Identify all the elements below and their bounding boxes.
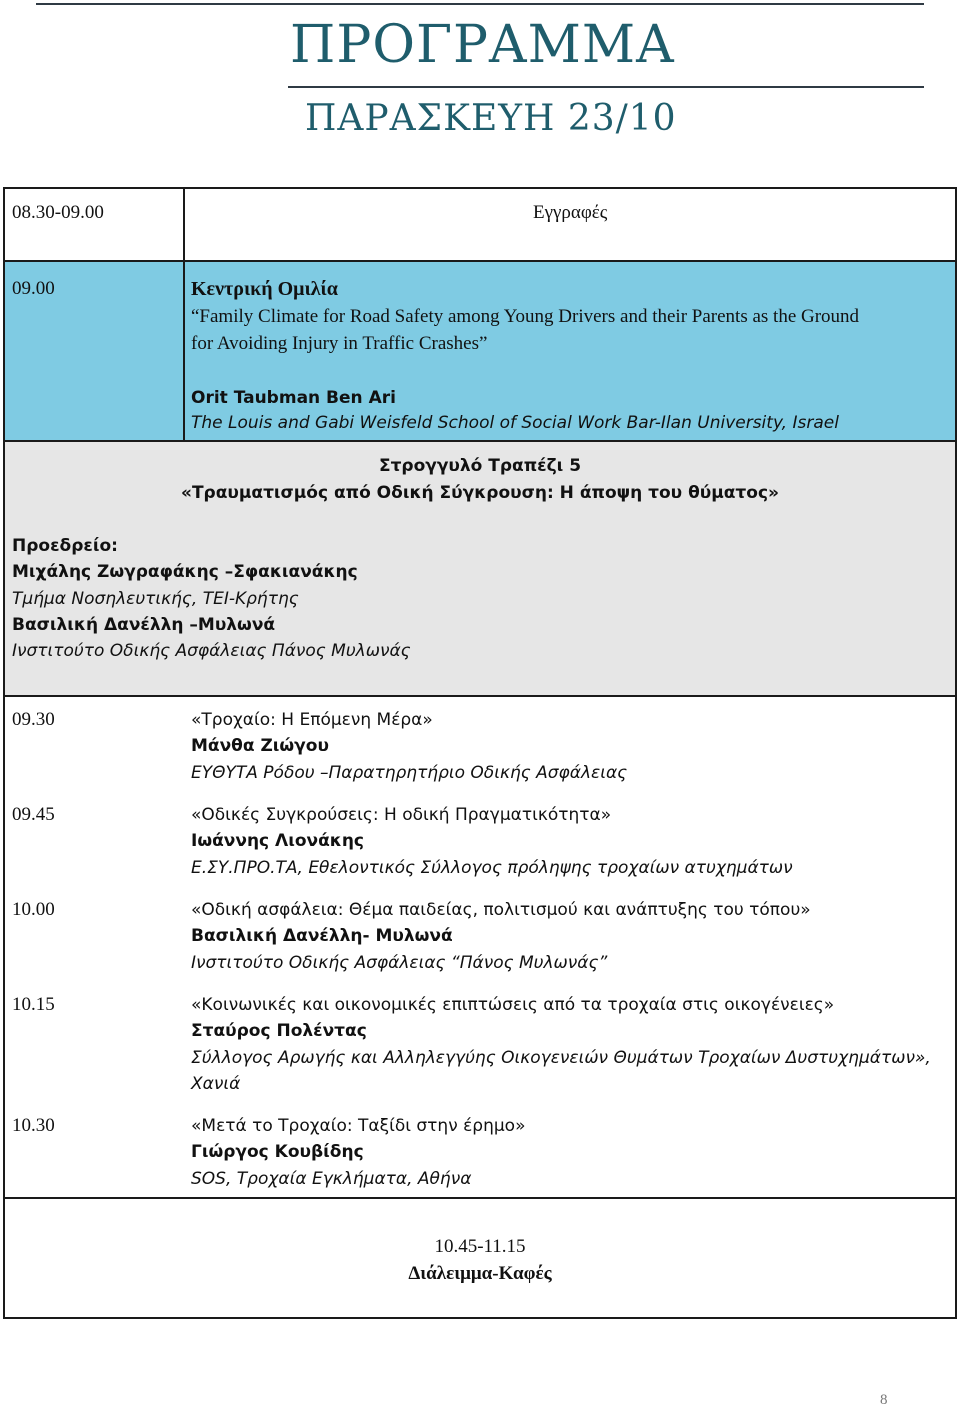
talk-title: «Μετά το Τροχαίο: Ταξίδι στην έρημο» bbox=[191, 1116, 526, 1136]
talk-speaker: Μάνθα Ζιώγου bbox=[191, 736, 329, 756]
talk-affiliation: ΕΥΘΥΤΑ Ρόδου –Παρατηρητήριο Οδικής Ασφάλειας bbox=[191, 763, 628, 783]
talk-speaker: Βασιλική Δανέλλη- Μυλωνά bbox=[191, 926, 453, 946]
keynote-time: 09.00 bbox=[12, 278, 55, 299]
keynote-speaker: Orit Taubman Ben Ari bbox=[191, 388, 396, 408]
chair-label: Προεδρείο: bbox=[12, 536, 118, 556]
talk-title: «Τροχαίο: Η Επόμενη Μέρα» bbox=[191, 710, 433, 730]
talk-affiliation: SOS, Τροχαία Εγκλήματα, Αθήνα bbox=[191, 1169, 472, 1189]
chair2-affiliation: Ινστιτούτο Οδικής Ασφάλειας Πάνος Μυλωνάς bbox=[12, 641, 411, 661]
talk-title: «Οδική ασφάλεια: Θέμα παιδείας, πολιτισμού και ανάπτυξης του τόπου» bbox=[191, 900, 811, 920]
talk-speaker: Ιωάννης Λιονάκης bbox=[191, 831, 365, 851]
chair1-name: Μιχάλης Ζωγραφάκης –Σφακιανάκης bbox=[12, 562, 358, 582]
registration-label: Εγγραφές bbox=[533, 202, 608, 223]
page-number: 8 bbox=[880, 1392, 888, 1408]
keynote-affiliation: The Louis and Gabi Weisfeld School of Social Work Bar-Ilan University, Israel bbox=[191, 413, 839, 433]
talk-time: 09.30 bbox=[12, 709, 55, 730]
page-title: ΠΡΟΓΡΑΜΜΑ bbox=[290, 15, 675, 75]
talk-time: 10.15 bbox=[12, 994, 55, 1015]
talk-time: 10.00 bbox=[12, 899, 55, 920]
top-rule bbox=[36, 3, 924, 5]
break-label: Διάλειμμα-Καφές bbox=[408, 1263, 552, 1284]
round-table-title: Στρογγυλό Τραπέζι 5 bbox=[378, 456, 582, 476]
chair1-affiliation: Τμήμα Νοσηλευτικής, ΤΕΙ-Κρήτης bbox=[12, 589, 299, 609]
keynote-talk-line2: for Avoiding Injury in Traffic Crashes” bbox=[191, 333, 488, 354]
keynote-talk-line1: “Family Climate for Road Safety among Young Drivers and their Parents as the Ground bbox=[191, 306, 860, 327]
program-frame bbox=[3, 187, 957, 1319]
talk-title: «Κοινωνικές και οικονομικές επιπτώσεις από τα τροχαία στις οικογένειες» bbox=[191, 995, 835, 1015]
talk-title: «Οδικές Συγκρούσεις: Η οδική Πραγματικότητα» bbox=[191, 805, 612, 825]
round-table-subtitle: «Τραυματισμός από Οδική Σύγκρουση: Η άποψη του θύματος» bbox=[180, 483, 780, 503]
registration-time: 08.30-09.00 bbox=[12, 202, 104, 223]
talk-time: 10.30 bbox=[12, 1115, 55, 1136]
title-rule bbox=[288, 86, 924, 88]
chair2-name: Βασιλική Δανέλλη –Μυλωνά bbox=[12, 615, 276, 635]
talk-affiliation: Σύλλογος Αρωγής και Αλληλεγγύης Οικογενειών Θυμάτων Τροχαίων Δυστυχημάτων», bbox=[191, 1048, 931, 1068]
talk-affiliation: Ε.ΣΥ.ΠΡΟ.ΤΑ, Εθελοντικός Σύλλογος πρόληψης τροχαίων ατυχημάτων bbox=[191, 858, 793, 878]
break-time: 10.45-11.15 bbox=[434, 1236, 526, 1257]
page-subtitle: ΠΑΡΑΣΚΕΥΗ 23/10 bbox=[305, 98, 677, 139]
talk-speaker: Σταύρος Πολέντας bbox=[191, 1021, 367, 1041]
talk-affiliation: Ινστιτούτο Οδικής Ασφάλειας “Πάνος Μυλωνάς” bbox=[191, 953, 608, 973]
keynote-heading: Κεντρική Ομιλία bbox=[191, 278, 338, 300]
talk-affiliation-line2: Χανιά bbox=[191, 1074, 241, 1094]
talk-time: 09.45 bbox=[12, 804, 55, 825]
talk-speaker: Γιώργος Κουβίδης bbox=[191, 1142, 364, 1162]
